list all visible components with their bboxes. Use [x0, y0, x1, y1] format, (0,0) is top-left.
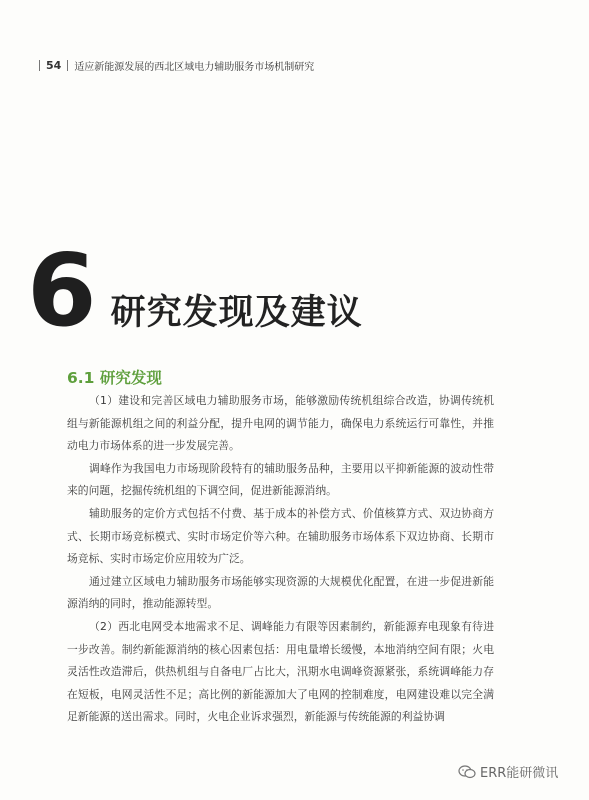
chapter-heading — [27, 232, 363, 349]
chapter-number: 6 — [27, 232, 97, 349]
watermark — [458, 762, 558, 781]
header-divider — [39, 60, 40, 71]
watermark-text: ERR能研微讯 — [480, 766, 559, 781]
running-title: 适应新能源发展的西北区域电力辅助服务市场机制研究 — [74, 62, 315, 73]
paragraph: 调峰作为我国电力市场现阶段特有的辅助服务品种，主要用以平抑新能源的波动性带来的问题，挖掘传统机组的下调空间，促进新能源消纳。 — [67, 461, 494, 498]
page-number: 54 — [46, 59, 62, 72]
body-text — [67, 390, 494, 729]
running-header — [33, 58, 314, 73]
chapter-title: 研究发现及建议 — [110, 293, 363, 333]
header-divider — [67, 60, 68, 71]
paragraph: （1）建设和完善区域电力辅助服务市场，能够激励传统机组综合改造，协调传统机组与新能源机组之间的利益分配，提升电网的调节能力，确保电力系统运行可靠性，并推动电力市场体系的进一步发展完善。 — [67, 394, 494, 453]
paragraph: 通过建立区域电力辅助服务市场能够实现资源的大规模优化配置，在进一步促进新能源消纳的同时，推动能源转型。 — [67, 574, 494, 611]
wechat-icon — [458, 765, 476, 779]
paragraph: 辅助服务的定价方式包括不付费、基于成本的补偿方式、价值核算方式、双边协商方式、长期市场竞标模式、实时市场定价等六种。在辅助服务市场体系下双边协商、长期市场竞标、实时市场定价应用较为广泛。 — [67, 506, 494, 566]
section-heading: 6.1 研究发现 — [67, 369, 162, 387]
paragraph: （2）西北电网受本地需求不足、调峰能力有限等因素制约，新能源弃电现象有待进一步改善。制约新能源消纳的核心因素包括：用电量增长缓慢，本地消纳空间有限；火电灵活性改造滞后，供热机组与自备电厂占比大，汛期水电调峰资源紧张，系统调峰能力存在短板，电网灵活性不足；高比例的新能源加大了电网的控制难度，电网建设难以完全满足新能源的送出需求。同时，火电企业诉求强烈，新能源与传统能源的利益协调 — [67, 619, 494, 724]
